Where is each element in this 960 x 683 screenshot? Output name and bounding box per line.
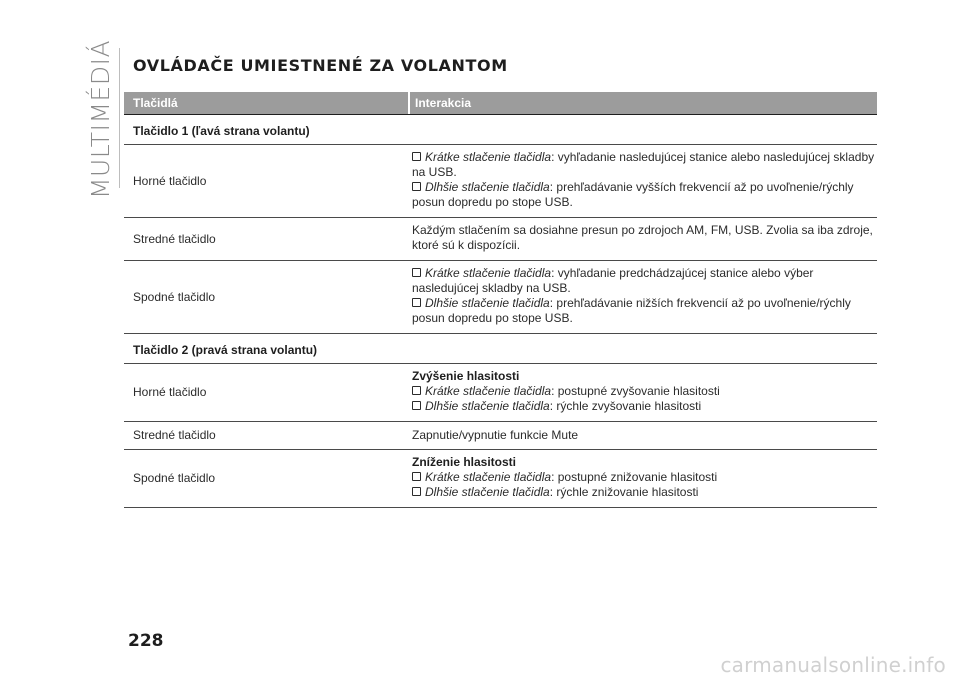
row-interaction: Zapnutie/vypnutie funkcie Mute xyxy=(412,428,579,442)
square-bullet-icon xyxy=(412,182,421,191)
row-subheading: Zvýšenie hlasitosti xyxy=(412,369,520,383)
row-label: Horné tlačidlo xyxy=(133,385,207,399)
list-item: Krátke stlačenie tlačidla: postupné znižovanie hlasitosti xyxy=(412,470,877,485)
row-subheading: Zníženie hlasitosti xyxy=(412,455,517,469)
row-label: Spodné tlačidlo xyxy=(133,471,216,485)
controls-table xyxy=(124,92,877,508)
row-interaction xyxy=(410,450,877,507)
row-label: Spodné tlačidlo xyxy=(133,289,216,304)
group-title-right-button: Tlačidlo 2 (pravá strana volantu) xyxy=(124,334,877,364)
list-item: Krátke stlačenie tlačidla: vyhľadanie nasledujúcej stanice alebo nasledujúcej skladby na USB. xyxy=(412,150,875,179)
row-label: Stredné tlačidlo xyxy=(133,231,216,246)
list-item: Dlhšie stlačenie tlačidla: rýchle zvyšovanie hlasitosti xyxy=(412,399,877,414)
list-item: Dlhšie stlačenie tlačidla: rýchle znižovanie hlasitosti xyxy=(412,485,877,500)
list-item: Krátke stlačenie tlačidla: vyhľadanie predchádzajúcej stanice alebo výber nasledujúcej skladby na USB. xyxy=(412,266,814,295)
list-item: Krátke stlačenie tlačidla: postupné zvyšovanie hlasitosti xyxy=(412,384,877,399)
row-interaction xyxy=(410,364,877,421)
square-bullet-icon xyxy=(412,386,421,395)
group-title-left-button: Tlačidlo 1 (ľavá strana volantu) xyxy=(124,115,877,145)
square-bullet-icon xyxy=(412,487,421,496)
row-interaction: Každým stlačením sa dosiahne presun po zdrojoch AM, FM, USB. Zvolia sa iba zdroje, ktoré sú k dispozícii. xyxy=(412,223,873,252)
row-interaction xyxy=(410,145,877,217)
table-row xyxy=(124,450,877,508)
header-interaction: Interakcia xyxy=(415,96,472,110)
side-label-text: MULTIMÉDIÁ xyxy=(86,39,116,200)
square-bullet-icon xyxy=(412,298,421,307)
table-header xyxy=(124,92,877,115)
square-bullet-icon xyxy=(412,268,421,277)
table-row xyxy=(124,218,877,261)
section-title: OVLÁDAČE UMIESTNENÉ ZA VOLANTOM xyxy=(133,56,508,75)
site-watermark: carmanualsonline.info xyxy=(720,653,946,677)
row-interaction xyxy=(410,261,877,333)
section-side-label xyxy=(84,39,118,200)
table-row xyxy=(124,261,877,334)
list-item: Dlhšie stlačenie tlačidla: prehľadávanie nižších frekvencií až po uvoľnenie/rýchly posun dopredu po stope USB. xyxy=(412,296,851,325)
header-buttons: Tlačidlá xyxy=(124,92,410,114)
table-row xyxy=(124,364,877,422)
table-row xyxy=(124,422,877,450)
side-divider xyxy=(119,48,120,188)
square-bullet-icon xyxy=(412,152,421,161)
square-bullet-icon xyxy=(412,401,421,410)
row-label: Horné tlačidlo xyxy=(133,173,207,188)
page-number: 228 xyxy=(128,631,164,651)
list-item: Dlhšie stlačenie tlačidla: prehľadávanie vyšších frekvencií až po uvoľnenie/rýchly posun dopredu po stope USB. xyxy=(412,180,854,209)
square-bullet-icon xyxy=(412,472,421,481)
row-label: Stredné tlačidlo xyxy=(133,428,216,442)
table-row xyxy=(124,145,877,218)
